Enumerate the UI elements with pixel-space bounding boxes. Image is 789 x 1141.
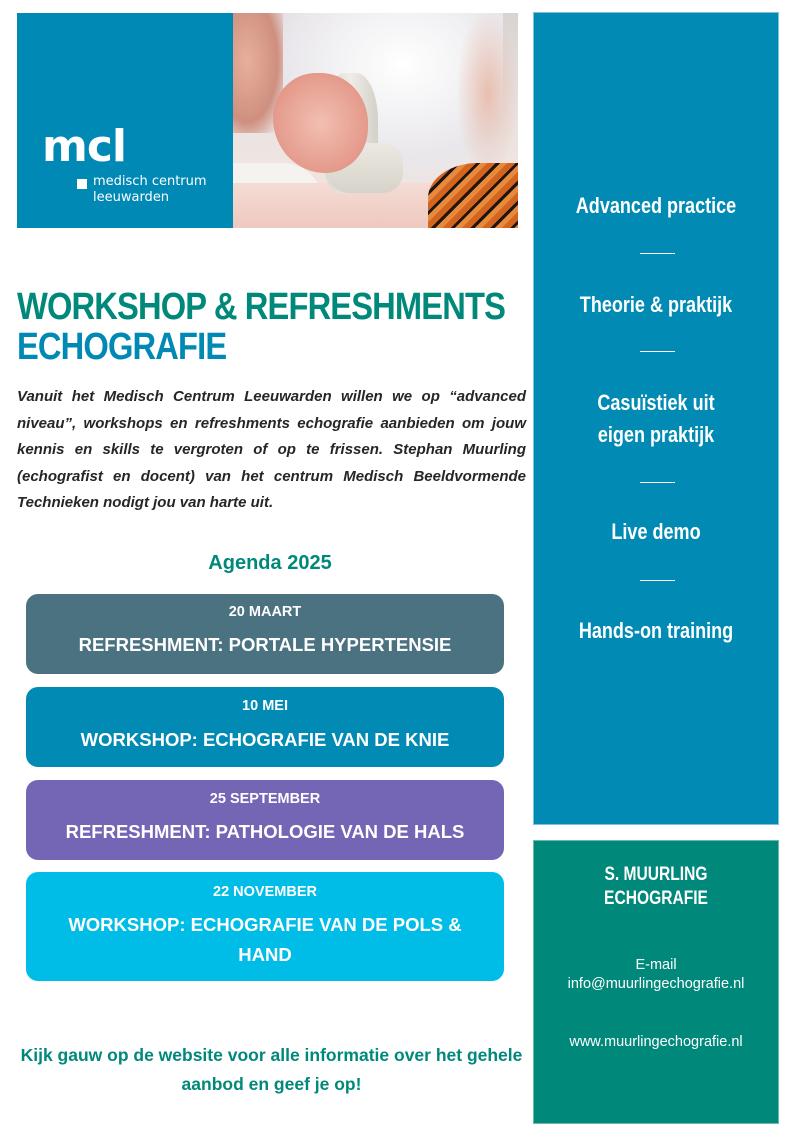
feature-item <box>556 387 756 451</box>
logo-subtitle-line2: leeuwarden <box>93 190 170 205</box>
feature-item: Theorie & praktijk <box>579 292 733 317</box>
event-date: 25 SEPTEMBER <box>209 791 321 807</box>
intro-paragraph: Vanuit het Medisch Centrum Leeuwarden willen we op “advanced niveau”, workshops en refreshments echografie aanbieden om jouw kennis en skills te vergroten of op te frissen. Stephan Muurling (echografist en docent) van het centrum Medisch Beeldvormende Technieken nodigt jou van harte uit. <box>17 388 526 511</box>
feature-item: Hands-on training <box>578 618 734 643</box>
agenda-event <box>26 594 504 674</box>
agenda-heading: Agenda 2025 <box>208 552 332 574</box>
logo-wordmark: mcl <box>42 121 127 172</box>
photo-hair <box>428 163 518 228</box>
event-date: 22 NOVEMBER <box>213 884 317 900</box>
contact-name <box>556 863 756 911</box>
feature-divider <box>640 253 675 254</box>
features-panel <box>533 12 779 825</box>
agenda-event <box>26 780 504 860</box>
logo-square-icon <box>77 179 87 189</box>
contact-name-text: S. MUURLING ECHOGRAFIE <box>604 864 708 909</box>
event-title: WORKSHOP: ECHOGRAFIE VAN DE POLS & HAND <box>68 914 462 965</box>
agenda-event <box>26 687 504 767</box>
website-link[interactable]: www.muurlingechografie.nl <box>569 1034 743 1050</box>
event-date: 10 MEI <box>242 698 288 714</box>
logo-subtitle <box>93 174 207 206</box>
event-title: REFRESHMENT: PORTALE HYPERTENSIE <box>78 634 452 655</box>
feature-item: Live demo <box>611 519 701 544</box>
ultrasound-photo <box>233 13 518 228</box>
logo-subtitle-line1: medisch centrum <box>93 174 207 189</box>
contact-panel <box>533 840 779 1124</box>
email-label: E-mail <box>635 957 677 973</box>
feature-item: Advanced practice <box>575 193 737 218</box>
page-title: WORKSHOP & REFRESHMENTS <box>17 286 506 328</box>
email-link[interactable]: info@muurlingechografie.nl <box>567 976 745 992</box>
call-to-action: Kijk gauw op de website voor alle informatie over het gehele aanbod en geef je op! <box>20 1045 523 1094</box>
event-title: REFRESHMENT: PATHOLOGIE VAN DE HALS <box>65 821 465 842</box>
photo-arm <box>458 13 518 173</box>
feature-divider <box>640 351 675 352</box>
event-title: WORKSHOP: ECHOGRAFIE VAN DE KNIE <box>80 729 450 750</box>
mcl-logo-block <box>17 13 233 228</box>
agenda-event <box>26 872 504 981</box>
page-subtitle: ECHOGRAFIE <box>17 326 227 368</box>
event-date: 20 MAART <box>228 604 302 620</box>
feature-item-label: Casuïstiek uit eigen praktijk <box>597 390 715 447</box>
feature-divider <box>640 580 675 581</box>
feature-divider <box>640 482 675 483</box>
